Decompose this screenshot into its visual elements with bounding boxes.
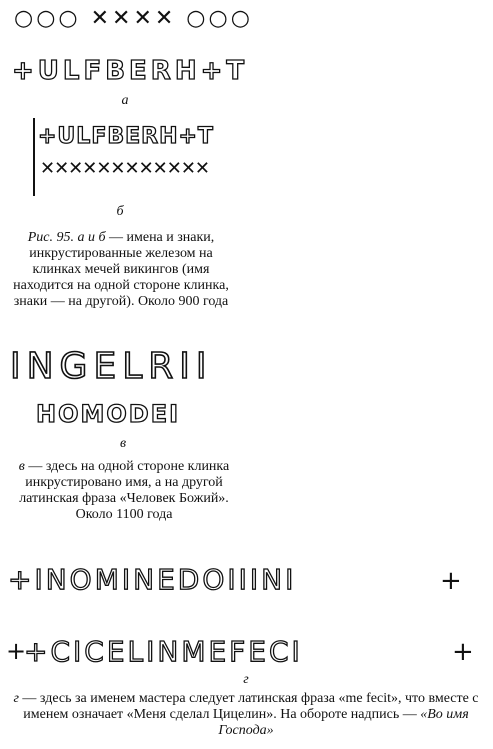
inscription-ulfberht-b: +ULFBERH+T	[38, 124, 214, 149]
caption-v	[12, 459, 236, 523]
figure-label-b: б	[116, 204, 124, 219]
caption-g-text: — здесь за именем мастера следует латинская фраза «me fecit», что вместе с именем означает «Меня сделал Цицелин». На обороте надпись —	[18, 691, 479, 722]
inscription-ingelrii: INGELRII	[10, 346, 213, 387]
caption-ab-ref: Рис. 95. а и б	[27, 230, 106, 245]
inscription-end-mark-row1: +	[440, 566, 462, 596]
caption-ab	[10, 230, 232, 310]
caption-v-ref: в	[18, 459, 25, 474]
inscription-cicelin-me-fecit: +CICELINMEFECI	[24, 635, 303, 668]
caption-ab-text: — имена и знаки, инкрустированные железом на клинках мечей викингов (имя находится на одной стороне клинка, знаки — на другой). Около 900 года	[13, 230, 229, 309]
caption-g	[4, 691, 488, 739]
inscription-homodei: HOMODEI	[36, 400, 181, 428]
inscription-lattice-marks: ✕✕✕✕✕✕✕✕✕✕✕✕	[40, 158, 209, 179]
inscription-end-mark-row2: +	[452, 637, 474, 667]
blade-edge-line	[33, 118, 35, 196]
caption-g-ref: г	[13, 691, 19, 706]
figure-label-v: в	[119, 436, 127, 451]
inscription-marks-row: ○○○ ✕✕✕✕ ○○○	[14, 6, 253, 31]
inscription-ulfberht-a: +ULFBERH+T	[12, 56, 249, 86]
figure-label-a: а	[121, 93, 129, 108]
figure-label-g: г	[243, 672, 249, 687]
inscription-start-mark-row2: +	[6, 637, 27, 665]
inscription-in-nomine-domini: +INOMINEDOIIINI	[8, 563, 297, 596]
caption-g-phrase: «Во имя Господа»	[218, 707, 469, 738]
caption-v-text: — здесь на одной стороне клинка инкрустировано имя, а на другой латинская фраза «Человек Божий». Около 1100 года	[19, 459, 230, 522]
